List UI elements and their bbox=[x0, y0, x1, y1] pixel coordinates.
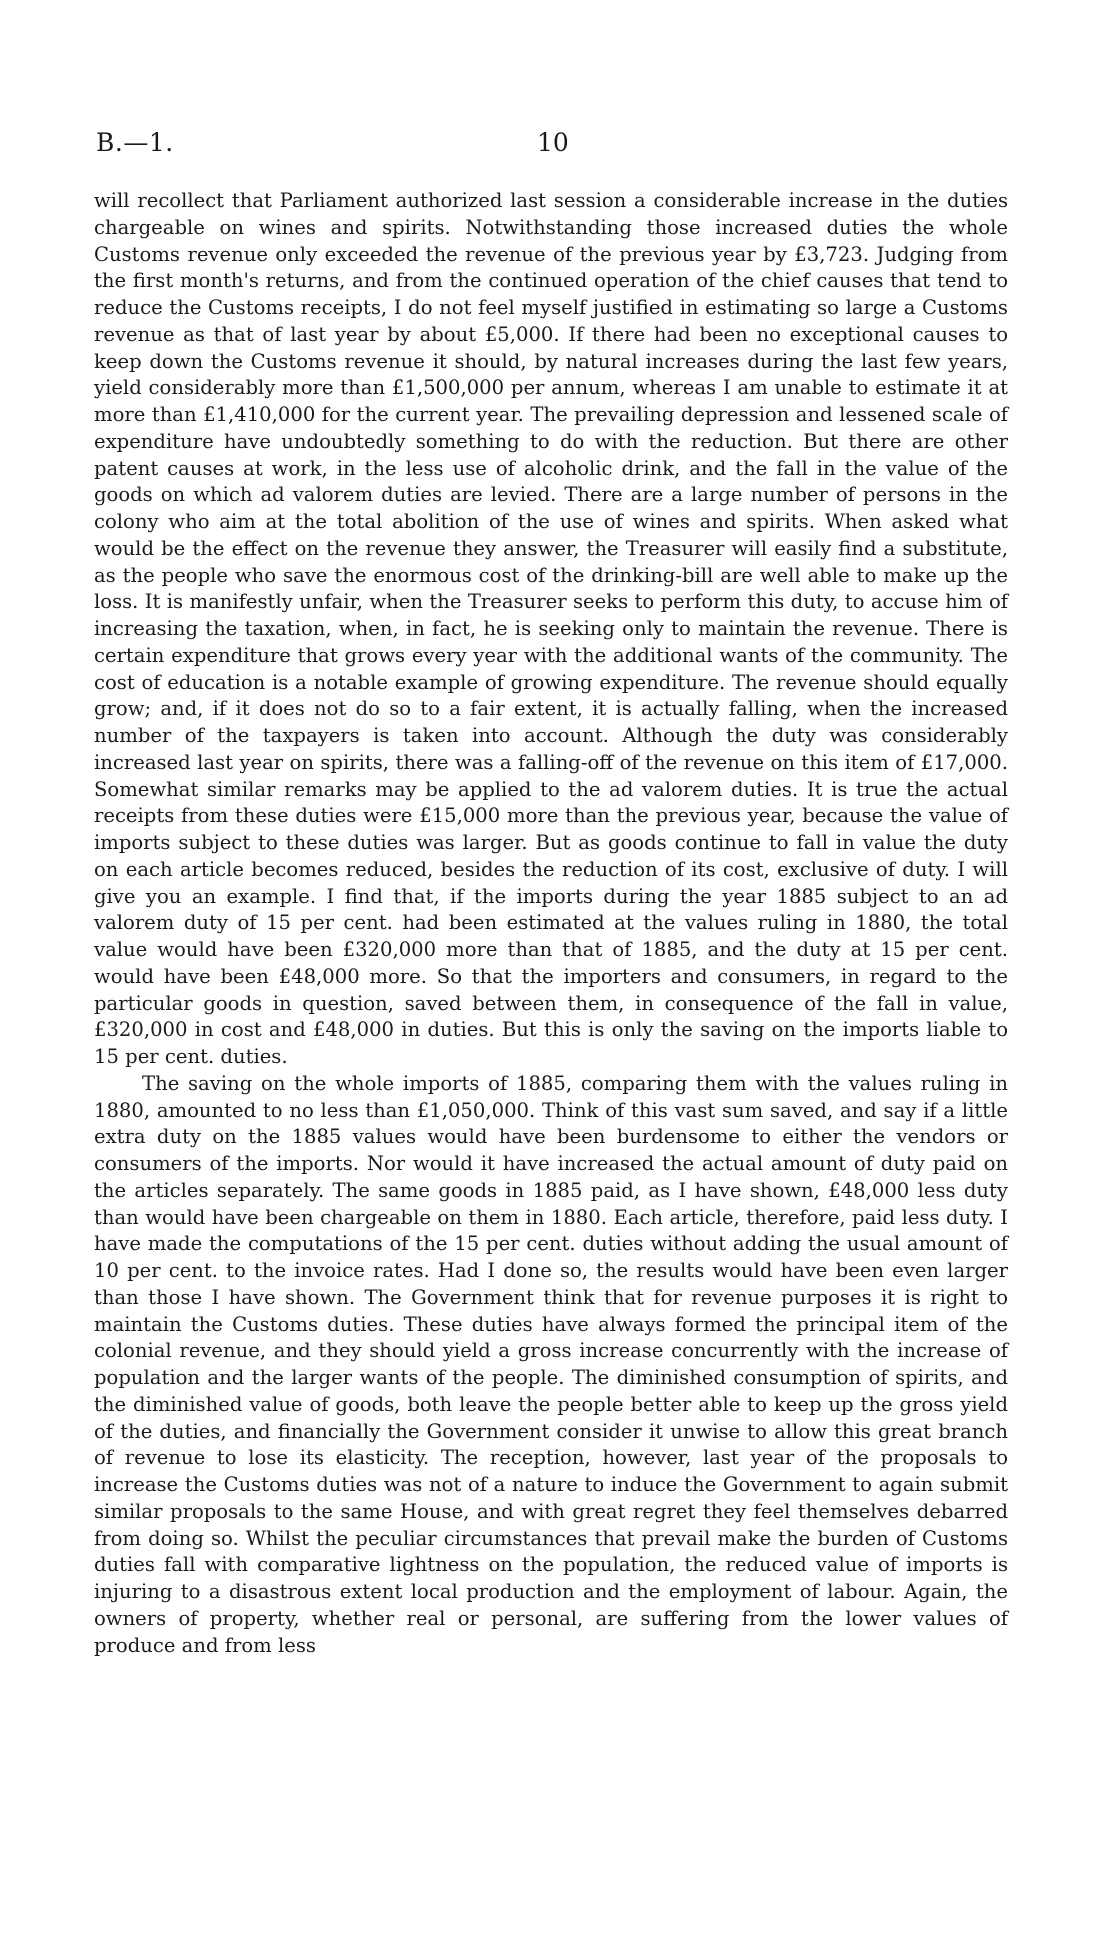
paragraph: will recollect that Parliament authorized last session a considerable increase in the duties chargeable on wines and spirits. Notwithstanding those increased duties the whole Customs revenue only exceeded the revenue of the previous year by £3,723. Judging from the first month's returns, and from the continued operation of the chief causes that tend to reduce the Customs receipts, I do not feel myself justified in estimating so large a Customs revenue as that of last year by about £5,000. If there had been no exceptional causes to keep down the Customs revenue it should, by natural increases during the last few years, yield considerably more than £1,500,000 per annum, whereas I am unable to estimate it at more than £1,410,000 for the current year. The prevailing depression and lessened scale of expenditure have undoubtedly something to do with the reduction. But there are other patent causes at work, in the less use of alcoholic drink, and the fall in the value of the goods on which ad valorem duties are levied. There are a large number of persons in the colony who aim at the total abolition of the use of wines and spirits. When asked what would be the effect on the revenue they answer, the Treasurer will easily find a substitute, as the people who save the enormous cost of the drinking-bill are well able to make up the loss. It is manifestly unfair, when the Treasurer seeks to perform this duty, to accuse him of increasing the taxation, when, in fact, he is seeking only to maintain the revenue. There is certain expenditure that grows every year with the additional wants of the community. The cost of education is a notable example of growing expenditure. The revenue should equally grow; and, if it does not do so to a fair extent, it is actually falling, when the increased number of the taxpayers is taken into account. Although the duty was considerably increased last year on spirits, there was a falling-off of the revenue on this item of £17,000. Somewhat similar remarks may be applied to the ad valorem duties. It is true the actual receipts from these duties were £15,000 more than the previous year, because the value of imports subject to these duties was larger. But as goods continue to fall in value the duty on each article becomes reduced, besides the reduction of its cost, exclusive of duty. I will give you an example. I find that, if the imports during the year 1885 subject to an ad valorem duty of 15 per cent. had been estimated at the values ruling in 1880, the total value would have been £320,000 more than that of 1885, and the duty at 15 per cent. would have been £48,000 more. So that the importers and consumers, in regard to the particular goods in question, saved between them, in consequence of the fall in value, £320,000 in cost and £48,000 in duties. But this is only the saving on the imports liable to 15 per cent. duties. bbox=[94, 189, 1008, 1068]
page-number: 10 bbox=[537, 128, 569, 157]
document-reference: B.—1. bbox=[96, 128, 174, 157]
body-text bbox=[94, 188, 1008, 1659]
paragraph: The saving on the whole imports of 1885, comparing them with the values ruling in 1880, amounted to no less than £1,050,000. Think of this vast sum saved, and say if a little extra duty on the 1885 values would have been burdensome to either the vendors or consumers of the imports. Nor would it have increased the actual amount of duty paid on the articles separately. The same goods in 1885 paid, as I have shown, £48,000 less duty than would have been chargeable on them in 1880. Each article, therefore, paid less duty. I have made the computations of the 15 per cent. duties without adding the usual amount of 10 per cent. to the invoice rates. Had I done so, the results would have been even larger than those I have shown. The Government think that for revenue purposes it is right to maintain the Customs duties. These duties have always formed the principal item of the colonial revenue, and they should yield a gross increase concurrently with the increase of population and the larger wants of the people. The diminished consumption of spirits, and the diminished value of goods, both leave the people better able to keep up the gross yield of the duties, and financially the Government consider it unwise to allow this great branch of revenue to lose its elasticity. The reception, however, last year of the proposals to increase the Customs duties was not of a nature to induce the Government to again submit similar proposals to the same House, and with great regret they feel themselves debarred from doing so. Whilst the peculiar circumstances that prevail make the burden of Customs duties fall with comparative lightness on the population, the reduced value of imports is injuring to a disastrous extent local production and the employment of labour. Again, the owners of property, whether real or personal, are suffering from the lower values of produce and from less bbox=[94, 1071, 1008, 1657]
